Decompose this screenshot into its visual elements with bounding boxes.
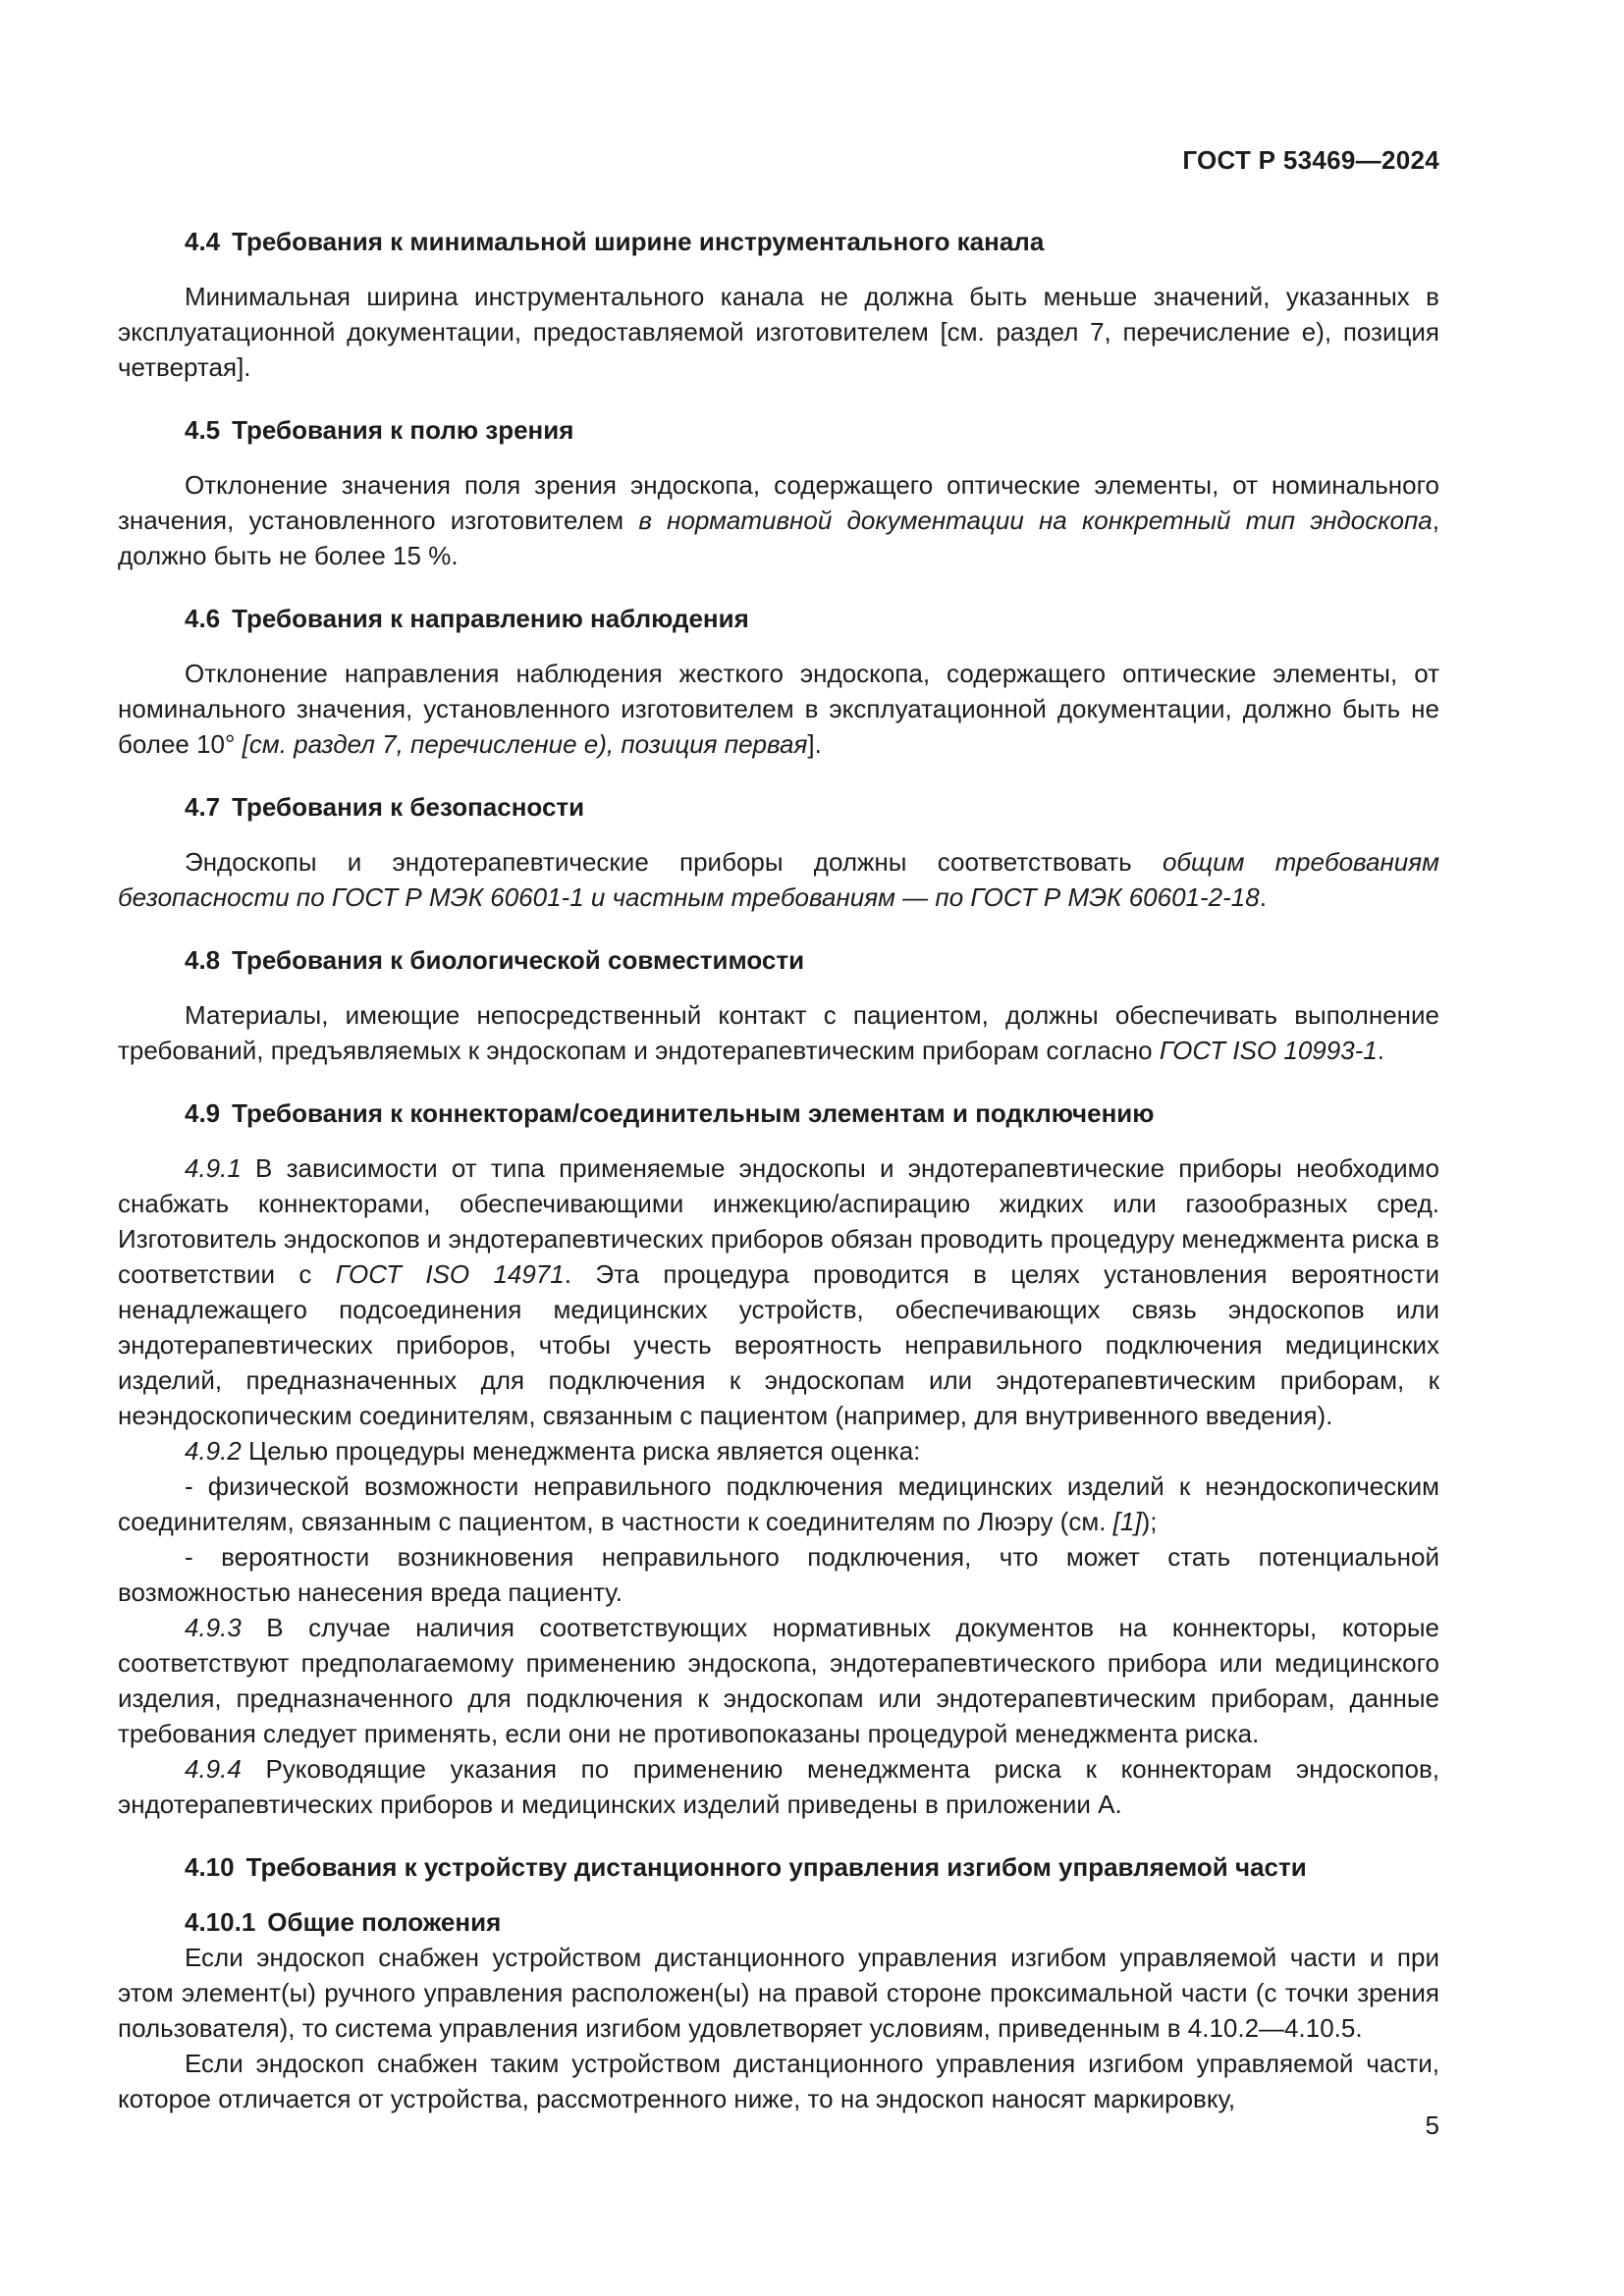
text-run: Отклонение направления наблюдения жесткого эндоскопа, содержащего оптические элементы, от номинального значения, установленного изготовителем в эксплуатационной документации, должно быть не более 10° [118,659,1439,759]
text-run: В случае наличия соответствующих нормативных документов на коннекторы, которые соответствуют предполагаемому применению эндоскопа, эндотерапевтического прибора или медицинского изделия, предназначенного для подключения к эндоскопам или эндотерапевтическим приборам, данные требования следует применять, если они не противопоказаны процедурой менеджмента риска. [118,1613,1439,1748]
paragraph-4-9-3 [118,1610,1439,1751]
section-4-8 [118,942,1439,1068]
paragraph-4-9-1 [118,1150,1439,1433]
text-run: В зависимости от типа применяемые эндоскопы и эндотерапевтические приборы необходимо снабжать коннекторами, обеспечивающими инжекцию/аспирацию жидких или газообразных сред. Изготовитель эндоскопов и эндотерапевтических приборов обязан проводить процедуру менеджмента риска в соответствии с [118,1153,1439,1289]
italic-reference: в нормативной документации на конкретный тип эндоскопа [638,506,1433,535]
section-4-6 [118,601,1439,762]
text-run: Эндоскопы и эндотерапевтические приборы должны соответствовать [185,847,1163,877]
section-heading: Требования к устройству дистанционного управления изгибом управляемой части [245,1852,1307,1882]
text-run: . [1259,882,1267,912]
text-run: , должно быть не более 15 %. [118,506,1439,570]
list-item [118,1468,1439,1539]
subsection-heading: Общие положения [267,1907,502,1937]
page-number: 5 [1425,2110,1439,2140]
section-number: 4.5 [185,415,221,445]
italic-reference: [1] [1112,1507,1142,1536]
italic-reference: ГОСТ ISO 10993-1 [1159,1036,1378,1065]
paragraph-4-9-2 [118,1433,1439,1468]
section-heading: Требования к минимальной ширине инструментального канала [232,227,1045,256]
clause-number: 4.9.3 [185,1613,242,1642]
text-run: . [1377,1036,1385,1065]
section-heading: Требования к безопасности [232,792,585,822]
section-4-9 [118,1095,1439,1822]
text-run: ]. [807,729,822,759]
document-header: ГОСТ Р 53469—2024 [1182,145,1439,175]
section-heading: Требования к направлению наблюдения [232,604,749,633]
text-run: Руководящие указания по применению менеджмента риска к коннекторам эндоскопов, эндотерапевтических приборов и медицинских изделий приведены в приложении А. [118,1754,1439,1819]
text-run: - физической возможности неправильного подключения медицинских изделий к неэндоскопическим соединителям, связанным с пациентом, в частности к соединителям по Люэру (см. [118,1471,1439,1536]
section-title [118,1849,1439,1885]
paragraph: Минимальная ширина инструментального канала не должна быть меньше значений, указанных в эксплуатационной документации, предоставляемой изготовителем [см. раздел 7, перечисление е), позиция четвертая]. [118,282,1439,382]
section-heading: Требования к полю зрения [232,415,574,445]
subsection-number: 4.10.1 [185,1907,256,1937]
section-4-10 [118,1849,1439,2116]
paragraph [118,844,1439,915]
section-4-4 [118,224,1439,385]
section-heading: Требования к коннекторам/соединительным элементам и подключению [232,1098,1155,1128]
paragraph-4-9-4 [118,1751,1439,1822]
paragraph: Если эндоскоп снабжен таким устройством дистанционного управления изгибом управляемой части, которое отличается от устройства, рассмотренного ниже, то на эндоскоп наносят маркировку, [118,2049,1439,2113]
text-run: Отклонение значения поля зрения эндоскопа, содержащего оптические элементы, от номинального значения, установленного изготовителем [118,470,1439,535]
section-4-5 [118,412,1439,573]
paragraph [118,467,1439,573]
text-run: . Эта процедура проводится в целях установления вероятности ненадлежащего подсоединения медицинских устройств, обеспечивающих связь эндоскопов или эндотерапевтических приборов, чтобы учесть вероятность неправильного подключения медицинских изделий, предназначенных для подключения к эндоскопам или эндотерапевтическим приборам, к неэндоскопическим соединителям, связанным с пациентом (например, для внутривенного введения). [118,1259,1439,1430]
text-run: Материалы, имеющие непосредственный контакт с пациентом, должны обеспечивать выполнение требований, предъявляемых к эндоскопам и эндотерапевтическим приборам согласно [118,1000,1439,1065]
text-run: ); [1141,1507,1158,1536]
paragraph: Если эндоскоп снабжен устройством дистанционного управления изгибом управляемой части и при этом элемент(ы) ручного управления расположен(ы) на правой стороне проксимальной части (с точки зрения пользователя), то система управления изгибом удовлетворяет условиям, приведенным в 4.10.2—4.10.5. [118,1943,1439,2043]
section-title [118,412,1439,448]
section-title [118,942,1439,978]
section-heading: Требования к биологической совместимости [232,945,805,975]
section-number: 4.8 [185,945,221,975]
section-4-7 [118,789,1439,915]
italic-reference: [см. раздел 7, перечисление е), позиция первая [242,729,808,759]
list-item: - вероятности возникновения неправильного подключения, что может стать потенциальной возможностью нанесения вреда пациенту. [118,1542,1439,1607]
section-number: 4.6 [185,604,221,633]
section-number: 4.9 [185,1098,221,1128]
italic-reference: ГОСТ ISO 14971 [335,1259,565,1289]
clause-number: 4.9.4 [185,1754,242,1784]
section-title [118,789,1439,825]
section-title [118,1095,1439,1131]
section-number: 4.10 [185,1852,235,1882]
italic-reference: общим требованиям безопасности по ГОСТ Р МЭК 60601-1 и частным требованиям — по ГОСТ Р МЭК 60601-2-18 [118,847,1439,912]
section-number: 4.7 [185,792,221,822]
section-title [118,601,1439,636]
clause-number: 4.9.2 [185,1436,242,1466]
clause-number: 4.9.1 [185,1153,242,1183]
paragraph [118,656,1439,762]
section-number: 4.4 [185,227,221,256]
text-run: Целью процедуры менеджмента риска является оценка: [241,1436,921,1466]
subsection-title [118,1904,1439,1940]
section-title [118,224,1439,259]
page-content [118,224,1439,2116]
paragraph [118,997,1439,1068]
